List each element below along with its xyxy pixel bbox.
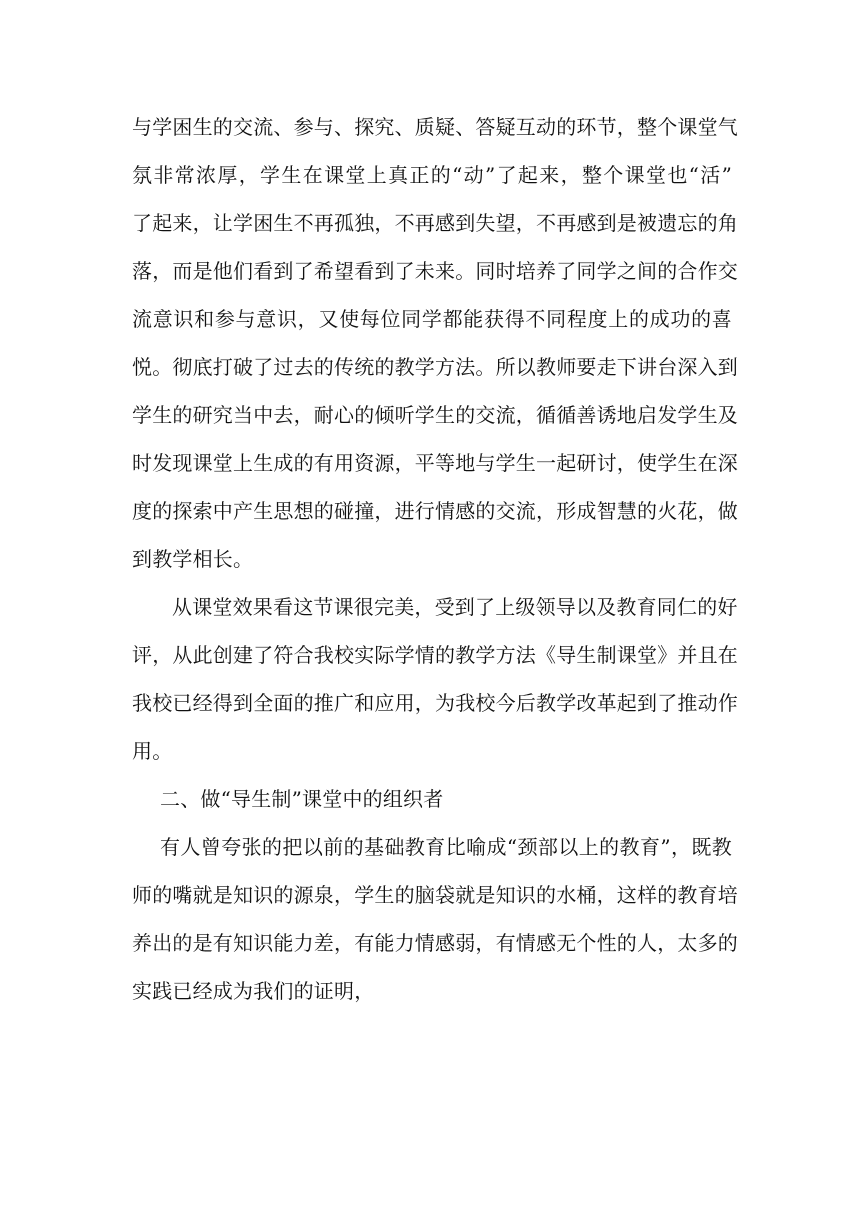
paragraph-3-line-2: 师的嘴就是知识的源泉，学生的脑袋就是知识的水桶，这样的教育培 <box>132 883 738 907</box>
paragraph-1-line-8: 时发现课堂上生成的有用资源，平等地与学生一起研讨，使学生在深 <box>132 451 738 475</box>
paragraph-3-line-4: 实践已经成为我们的证明， <box>132 979 375 1003</box>
section-heading: 二、做“导生制”课堂中的组织者 <box>160 787 444 811</box>
paragraph-1-line-6: 悦。彻底打破了过去的传统的教学方法。所以教师要走下讲台深入到 <box>132 355 738 379</box>
paragraph-2-line-3: 我校已经得到全面的推广和应用，为我校今后教学改革起到了推动作 <box>132 691 738 715</box>
paragraph-1-line-9: 度的探索中产生思想的碰撞，进行情感的交流，形成智慧的火花，做 <box>132 499 738 523</box>
paragraph-1-line-7: 学生的研究当中去，耐心的倾听学生的交流，循循善诱地启发学生及 <box>132 403 738 427</box>
paragraph-1-line-4: 落，而是他们看到了希望看到了未来。同时培养了同学之间的合作交 <box>132 259 738 283</box>
paragraph-2-line-4: 用。 <box>132 739 173 763</box>
paragraph-1-line-2: 氛非常浓厚，学生在课堂上真正的“动”了起来，整个课堂也“活” <box>132 163 732 187</box>
paragraph-1-line-10: 到教学相长。 <box>132 547 254 571</box>
paragraph-3-line-1: 有人曾夸张的把以前的基础教育比喻成“颈部以上的教育”，既教 <box>160 835 732 859</box>
paragraph-1-line-5: 流意识和参与意识，又使每位同学都能获得不同程度上的成功的喜 <box>132 307 732 331</box>
paragraph-2-line-2: 评，从此创建了符合我校实际学情的教学方法《导生制课堂》并且在 <box>132 643 738 667</box>
paragraph-1-line-3: 了起来，让学困生不再孤独，不再感到失望，不再感到是被遗忘的角 <box>132 211 738 235</box>
paragraph-3-line-3: 养出的是有知识能力差，有能力情感弱，有情感无个性的人，太多的 <box>132 931 738 955</box>
paragraph-1-line-1: 与学困生的交流、参与、探究、质疑、答疑互动的环节，整个课堂气 <box>132 115 738 139</box>
paragraph-2-line-1: 从课堂效果看这节课很完美，受到了上级领导以及教育同仁的好 <box>172 595 738 619</box>
